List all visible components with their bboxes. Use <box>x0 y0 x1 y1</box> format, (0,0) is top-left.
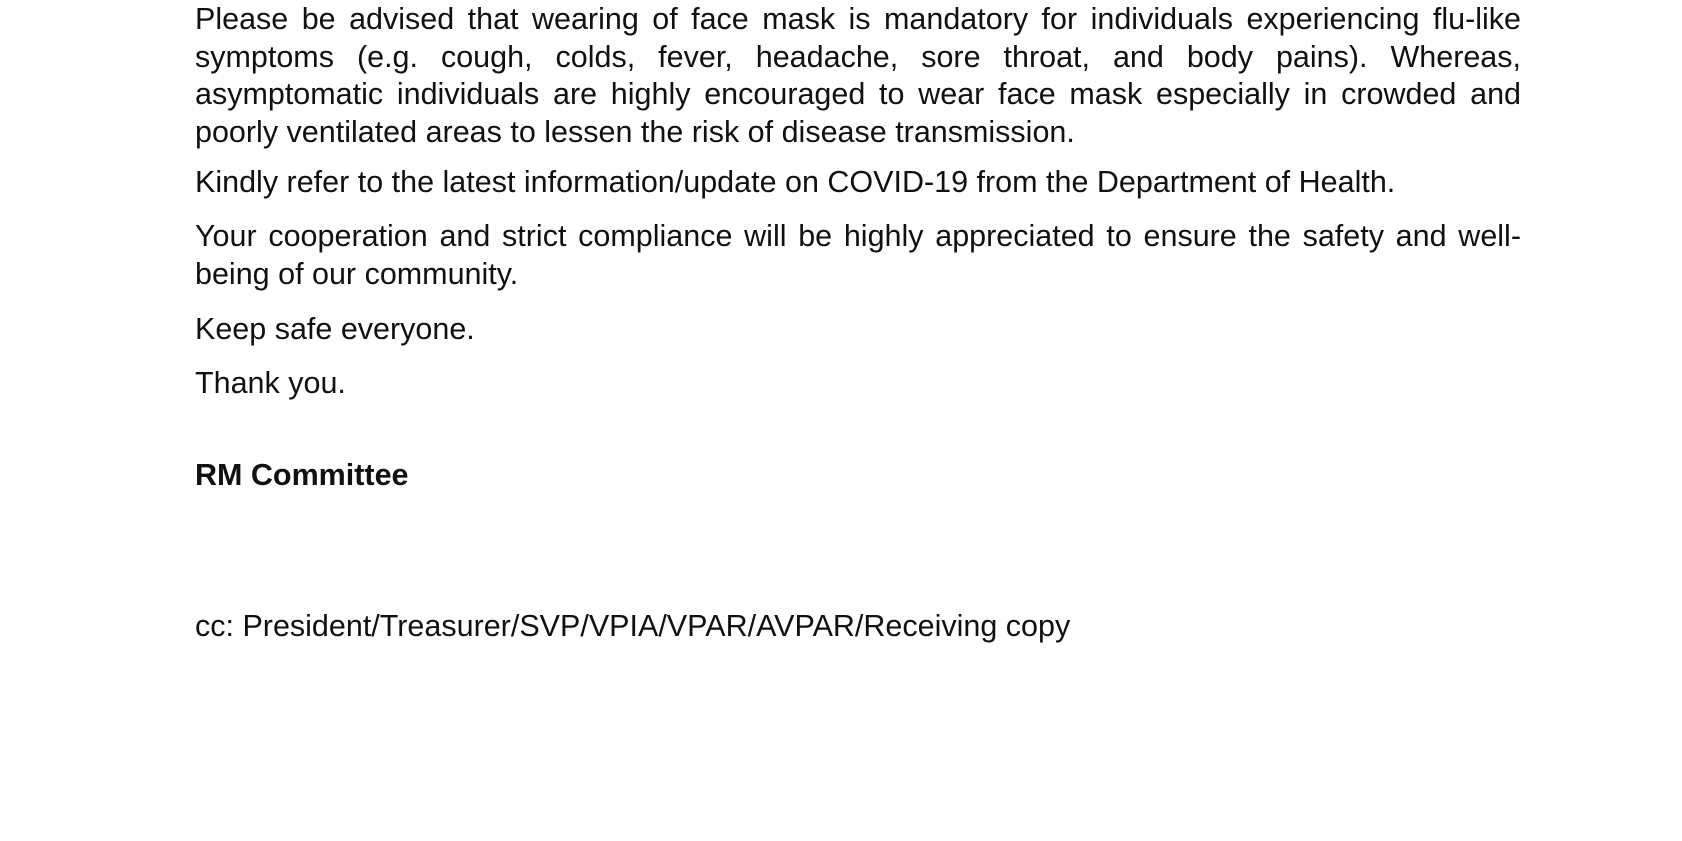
cc-line: cc: President/Treasurer/SVP/VPIA/VPAR/AVPAR/Receiving copy <box>195 609 1071 643</box>
face-mask-advisory-paragraph: Please be advised that wearing of face mask is mandatory for individuals experiencing flu-like symptoms (e.g. cough, colds, fever, headache, sore throat, and body pains). Whereas, asymptomatic individuals are highly encouraged to wear face mask especially in crowded and poorly ventilated areas to lessen the risk of disease transmission. <box>195 2 1521 149</box>
keep-safe-line: Keep safe everyone. <box>195 312 475 346</box>
covid-update-paragraph: Kindly refer to the latest information/update on COVID-19 from the Department of Health. <box>195 165 1396 199</box>
signatory: RM Committee <box>195 458 409 492</box>
thank-you-line: Thank you. <box>195 366 346 400</box>
cooperation-paragraph: Your cooperation and strict compliance will be highly appreciated to ensure the safety and well-being of our community. <box>195 219 1521 291</box>
